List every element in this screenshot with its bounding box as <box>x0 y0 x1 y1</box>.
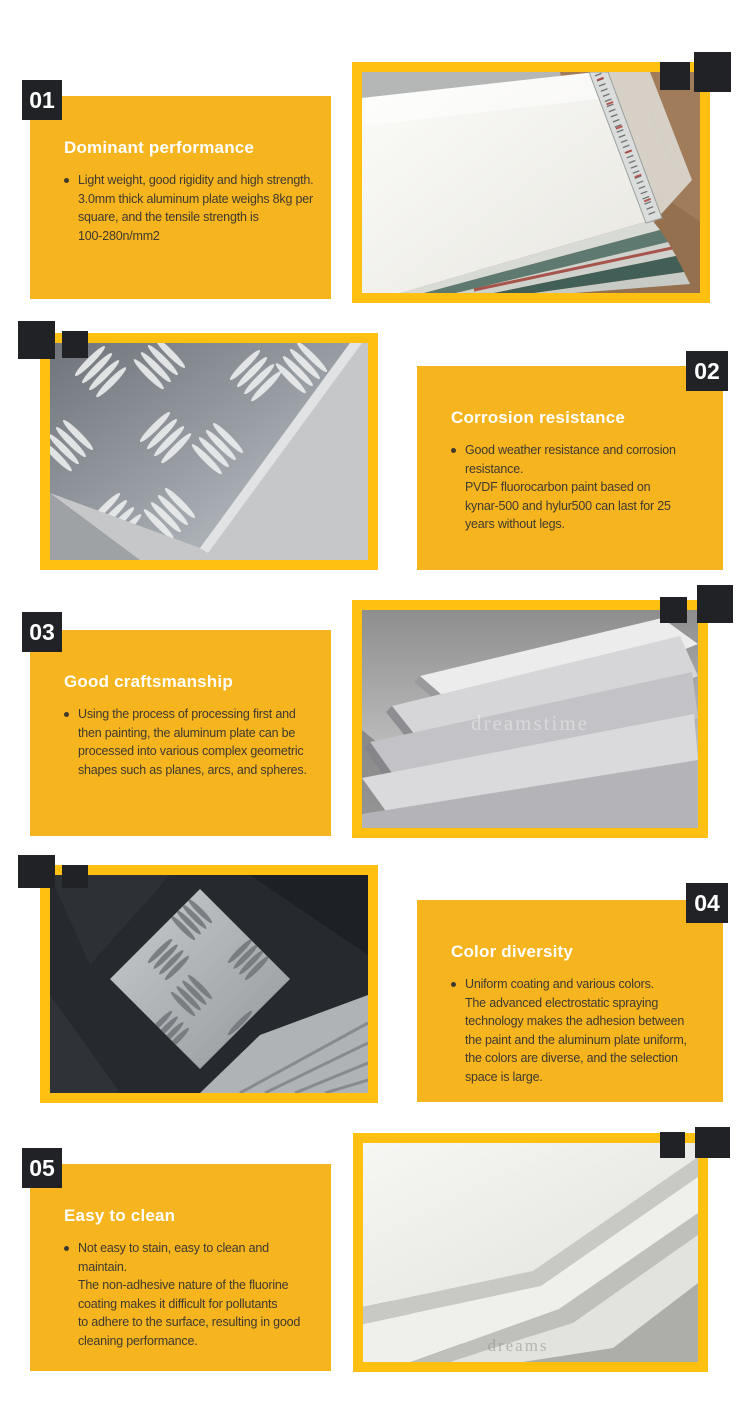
product-photo-checker-plate <box>40 333 378 570</box>
feature-description: Using the process of processing first and then painting, the aluminum plate can be processed into various complex geometric shapes such as planes, arcs, and spheres. <box>78 707 307 777</box>
feature-title: Good craftsmanship <box>64 672 233 691</box>
decor-square <box>18 855 55 888</box>
feature-description: Light weight, good rigidity and high strength. 3.0mm thick aluminum plate weighs 8kg per square, and the tensile strength is 100-280n/mm2 <box>78 173 314 243</box>
bullet-dot-icon <box>64 1246 69 1251</box>
feature-number-badge: 01 <box>22 80 62 120</box>
watermark-text: dreams <box>487 1336 549 1355</box>
decor-square <box>660 597 687 623</box>
photo-illustration <box>50 875 368 1093</box>
decor-square <box>18 321 55 359</box>
feature-bullet <box>451 441 719 534</box>
feature-bullet <box>64 1239 327 1350</box>
decor-square <box>694 52 731 92</box>
feature-title: Dominant performance <box>64 138 255 157</box>
product-photo-fanned-sheets <box>352 600 708 838</box>
decor-square <box>62 331 88 358</box>
decor-square <box>697 585 733 623</box>
feature-number-badge: 03 <box>22 612 62 652</box>
feature-number-badge: 05 <box>22 1148 62 1188</box>
feature-text-panel <box>30 1164 331 1371</box>
feature-bullet <box>64 705 327 779</box>
feature-text-panel <box>417 900 723 1102</box>
photo-illustration <box>362 610 698 828</box>
feature-bullet <box>64 171 327 245</box>
bullet-dot-icon <box>451 982 456 987</box>
product-photo-diamond-plate-dark <box>40 865 378 1103</box>
bullet-dot-icon <box>64 178 69 183</box>
feature-text-panel <box>30 630 331 836</box>
feature-number-badge: 02 <box>686 351 728 391</box>
feature-description: Not easy to stain, easy to clean and maintain. The non-adhesive nature of the fluorine coating makes it difficult for pollutants to adhere to the surface, resulting in good cleaning performance. <box>78 1241 301 1348</box>
photo-illustration <box>363 1143 698 1362</box>
feature-title: Easy to clean <box>64 1206 176 1225</box>
feature-text-panel <box>417 366 723 570</box>
decor-square <box>660 62 690 90</box>
product-photo-plate-stack-ruler <box>352 62 710 303</box>
watermark-text: dreamstime <box>471 711 589 735</box>
bullet-dot-icon <box>64 712 69 717</box>
decor-square <box>695 1127 730 1158</box>
photo-illustration <box>50 343 368 560</box>
feature-text-panel <box>30 96 331 299</box>
feature-title: Color diversity <box>451 942 574 961</box>
feature-bullet <box>451 975 719 1086</box>
feature-description: Good weather resistance and corrosion resistance. PVDF fluorocarbon paint based on kynar-500 and hylur500 can last for 25 years without legs. <box>465 443 676 531</box>
feature-title: Corrosion resistance <box>451 408 626 427</box>
decor-square <box>660 1132 685 1158</box>
bullet-dot-icon <box>451 448 456 453</box>
decor-square <box>62 865 88 888</box>
feature-number-badge: 04 <box>686 883 728 923</box>
product-photo-stacked-sheets <box>353 1133 708 1372</box>
photo-illustration <box>362 72 700 293</box>
feature-description: Uniform coating and various colors. The advanced electrostatic spraying technology makes the adhesion between the paint and the aluminum plate uniform, the colors are diverse, and the selection space is large. <box>465 977 687 1084</box>
